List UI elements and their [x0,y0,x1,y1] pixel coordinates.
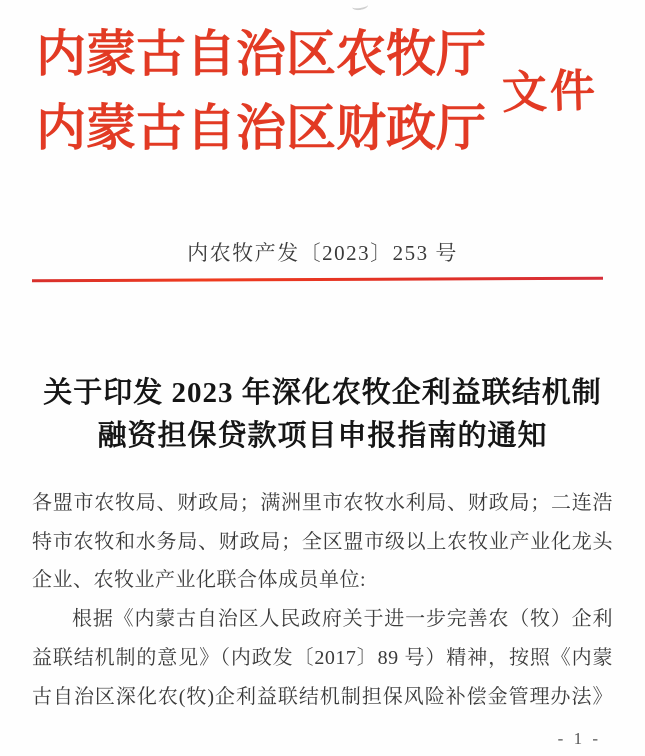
title-line-2: 融资担保贷款项目申报指南的通知 [97,420,548,452]
agency-name-finance: 内蒙古自治区财政厅 [36,100,486,156]
title-line-1: 关于印发 2023 年深化农牧企利益联结机制 [43,377,602,409]
salutation-line-2: 特市农牧和水务局、财政局；全区盟市级以上农牧业产业化龙头 [32,530,613,553]
scan-smudge [352,1,369,11]
paragraph-line-3: 古自治区深化农(牧)企利益联结机制担保风险补偿金管理办法》 [32,685,613,708]
paragraph-line-1: 根据《内蒙古自治区人民政府关于进一步完善农（牧）企利 [72,608,613,631]
agency-name-agriculture: 内蒙古自治区农牧厅 [36,26,486,82]
doc-number: 内农牧产发〔2023〕253 号 [187,241,458,265]
body-text [32,484,613,716]
paragraph-line-2: 益联结机制的意见》（内政发〔2017〕89 号）精神，按照《内蒙 [32,646,613,669]
doc-type-label: 文件 [501,65,599,119]
salutation-line-3: 企业、农牧业产业化联合体成员单位: [32,569,367,592]
page-number: - 1 - [557,729,601,748]
document-title [0,372,645,458]
red-divider-line [32,277,603,282]
salutation-line-1: 各盟市农牧局、财政局；满洲里市农牧水利局、财政局；二连浩 [32,492,613,514]
